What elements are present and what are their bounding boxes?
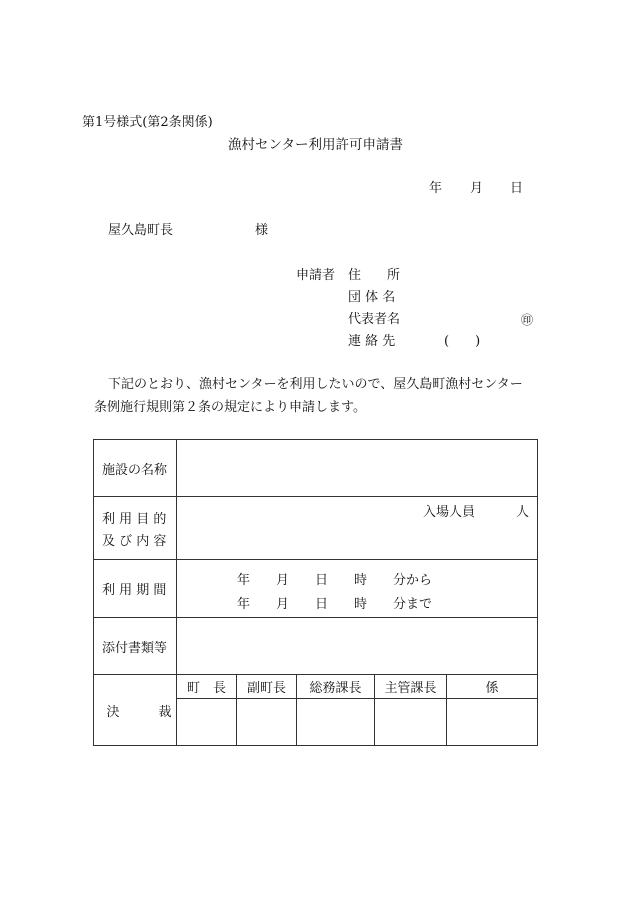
approval-col-mayor: 町 長 [177, 675, 237, 699]
period-label: 利 用 期 間 [94, 560, 177, 618]
approval-col-deputy-mayor: 副町長 [237, 675, 297, 699]
body-text-line2: 条例施行規則第２条の規定により申請します。 [94, 400, 366, 415]
period-value[interactable] [177, 560, 538, 618]
facility-value[interactable] [177, 440, 538, 497]
attendees-unit: 人 [516, 505, 530, 520]
stamp-deputy-mayor[interactable] [237, 699, 297, 746]
row-approval-head [94, 675, 538, 699]
row-purpose [94, 497, 538, 560]
field-group-name: 団 体 名 [348, 290, 396, 305]
addressee-name: 屋久島町長 [108, 223, 174, 238]
approval-col-staff: 係 [447, 675, 538, 699]
purpose-value[interactable] [177, 497, 538, 560]
purpose-label [94, 497, 177, 560]
date-year: 年 [429, 181, 443, 196]
applicant-label: 申請者 [296, 268, 336, 283]
addressee-honorific: 様 [255, 223, 269, 238]
approval-label: 決 裁 [94, 675, 177, 746]
row-attachments [94, 618, 538, 675]
approval-col-section-chief: 主管課長 [375, 675, 447, 699]
purpose-label-line2: 及 び 内 容 [102, 533, 167, 549]
stamp-staff[interactable] [447, 699, 538, 746]
stamp-mayor[interactable] [177, 699, 237, 746]
field-contact: 連 絡 先 [348, 334, 396, 349]
seal-mark: ㊞ [521, 313, 534, 327]
field-representative: 代表者名 [348, 312, 401, 327]
period-to: 年 月 日 時 分まで [237, 597, 433, 612]
row-period [94, 560, 538, 618]
period-from: 年 月 日 時 分から [237, 573, 433, 588]
facility-label: 施設の名称 [94, 440, 177, 497]
approval-col-general-affairs: 総務課長 [297, 675, 375, 699]
attachments-label: 添付書類等 [94, 618, 177, 675]
form-number: 第1号様式(第2条関係) [82, 115, 213, 130]
phone-parens: ( ) [444, 334, 481, 349]
body-text-line1: 下記のとおり、漁村センターを利用したいので、屋久島町漁村センター [108, 377, 523, 392]
field-address: 住 所 [348, 268, 401, 283]
application-table [93, 439, 538, 746]
stamp-general-affairs[interactable] [297, 699, 375, 746]
date-day: 日 [510, 181, 524, 196]
date-month: 月 [470, 181, 484, 196]
row-facility [94, 440, 538, 497]
document-title: 漁村センター利用許可申請書 [228, 137, 403, 153]
attachments-value[interactable] [177, 618, 538, 675]
attendees-label: 入場人員 [423, 505, 476, 520]
stamp-section-chief[interactable] [375, 699, 447, 746]
purpose-label-line1: 利 用 目 的 [102, 511, 167, 527]
